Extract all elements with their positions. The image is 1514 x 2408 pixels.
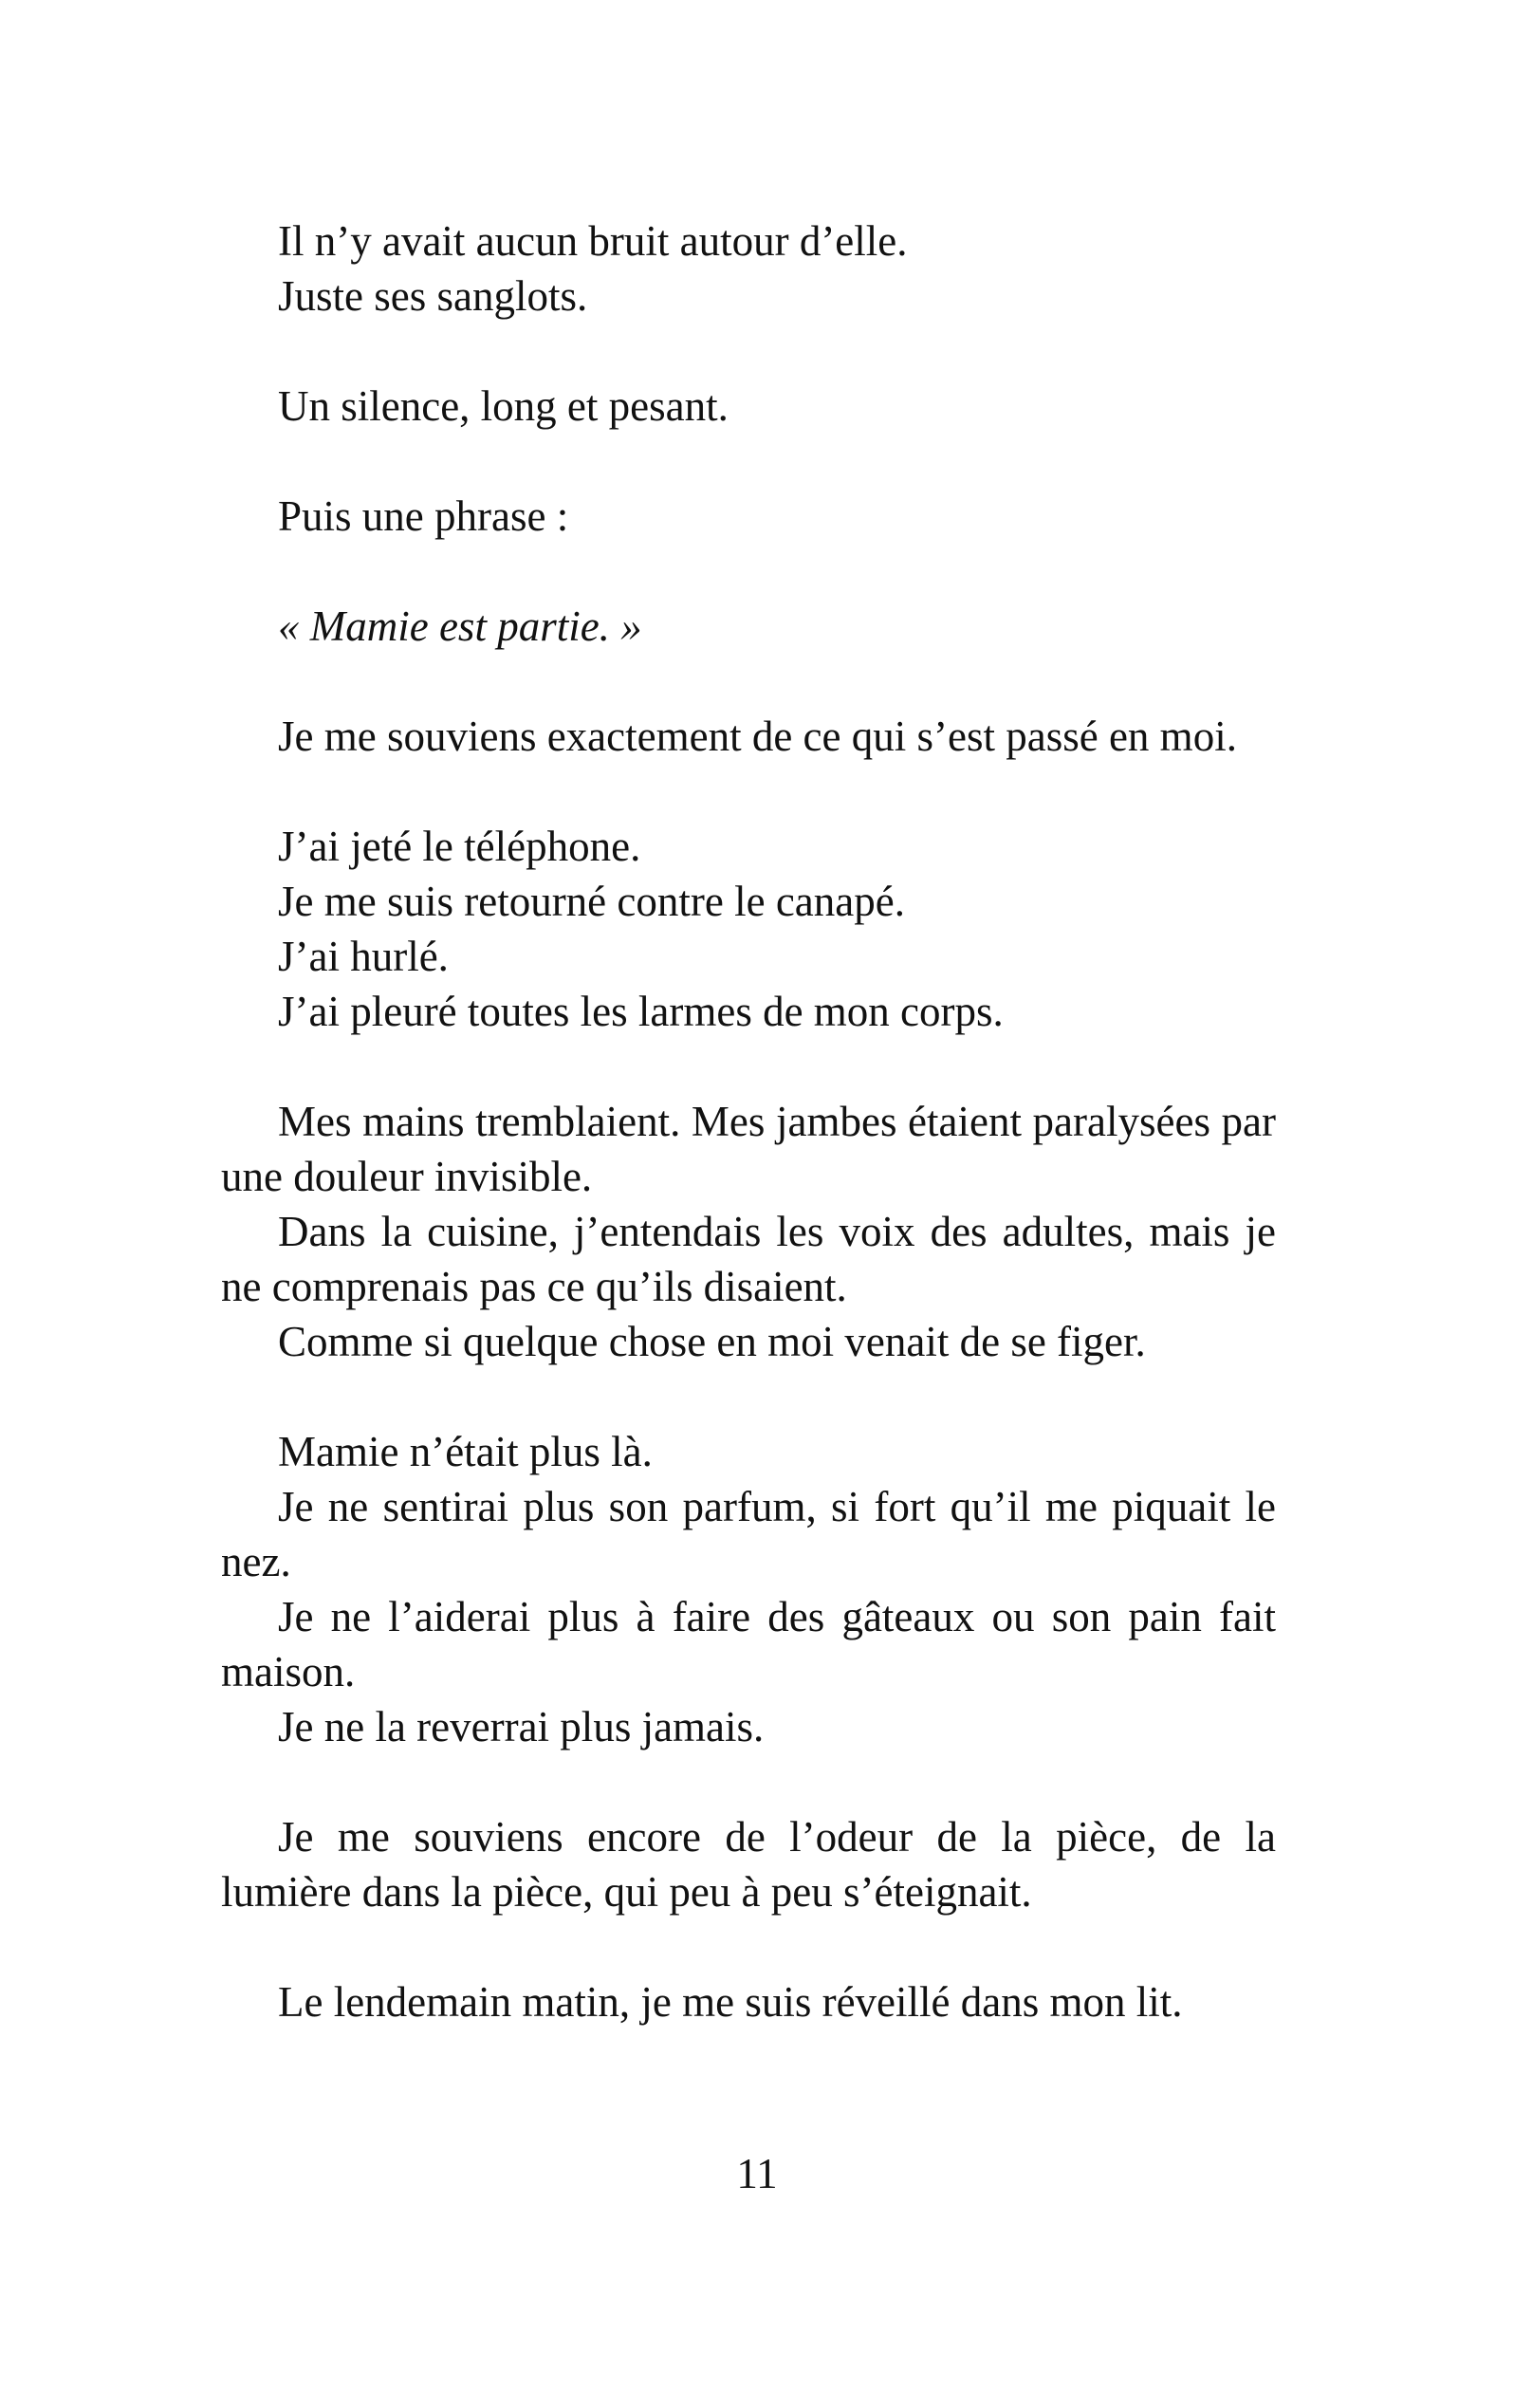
page-number: 11: [736, 2150, 778, 2197]
text-line: Le lendemain matin, je me suis réveillé dans mon lit.: [278, 1978, 1183, 2026]
text-line: Mes mains tremblaient. Mes jambes étaient paralysées par une douleur invisible.: [221, 1098, 1276, 1200]
paragraph-gap: [221, 1039, 1276, 1094]
text-line: J’ai jeté le téléphone.: [278, 823, 641, 870]
text-line: Je ne sentirai plus son parfum, si fort qu’il me piquait le nez.: [221, 1483, 1276, 1585]
paragraph-gap: [221, 544, 1276, 599]
text-line: Comme si quelque chose en moi venait de se figer.: [278, 1318, 1146, 1365]
text-line: Je ne la reverrai plus jamais.: [278, 1703, 765, 1750]
paragraph-gap: [221, 654, 1276, 709]
text-line: Il n’y avait aucun bruit autour d’elle.: [278, 217, 908, 265]
text-line: Je ne l’aiderai plus à faire des gâteaux ou son pain fait maison.: [221, 1593, 1276, 1695]
page-body: [221, 213, 1276, 2029]
paragraph-gap: [221, 324, 1276, 379]
text-line: Puis une phrase :: [278, 492, 569, 540]
text-line: Je me suis retourné contre le canapé.: [278, 878, 905, 925]
paragraph-gap: [221, 1919, 1276, 1974]
text-line: Je me souviens exactement de ce qui s’est passé en moi.: [278, 713, 1237, 760]
paragraph-gap: [221, 1754, 1276, 1809]
text-line: Je me souviens encore de l’odeur de la pièce, de la lumière dans la pièce, qui peu à peu s’éteignait.: [221, 1813, 1276, 1916]
paragraph-gap: [221, 1369, 1276, 1424]
quoted-phrase: « Mamie est partie. »: [278, 602, 642, 650]
text-line: Dans la cuisine, j’entendais les voix des adultes, mais je ne comprenais pas ce qu’ils disaient.: [221, 1208, 1276, 1310]
paragraph-gap: [221, 434, 1276, 489]
paragraph-gap: [221, 764, 1276, 819]
text-line: Un silence, long et pesant.: [278, 382, 729, 430]
text-line: Mamie n’était plus là.: [278, 1428, 653, 1475]
text-line: J’ai hurlé.: [278, 933, 449, 980]
text-line: Juste ses sanglots.: [278, 272, 588, 320]
text-line: J’ai pleuré toutes les larmes de mon corps.: [278, 988, 1004, 1035]
